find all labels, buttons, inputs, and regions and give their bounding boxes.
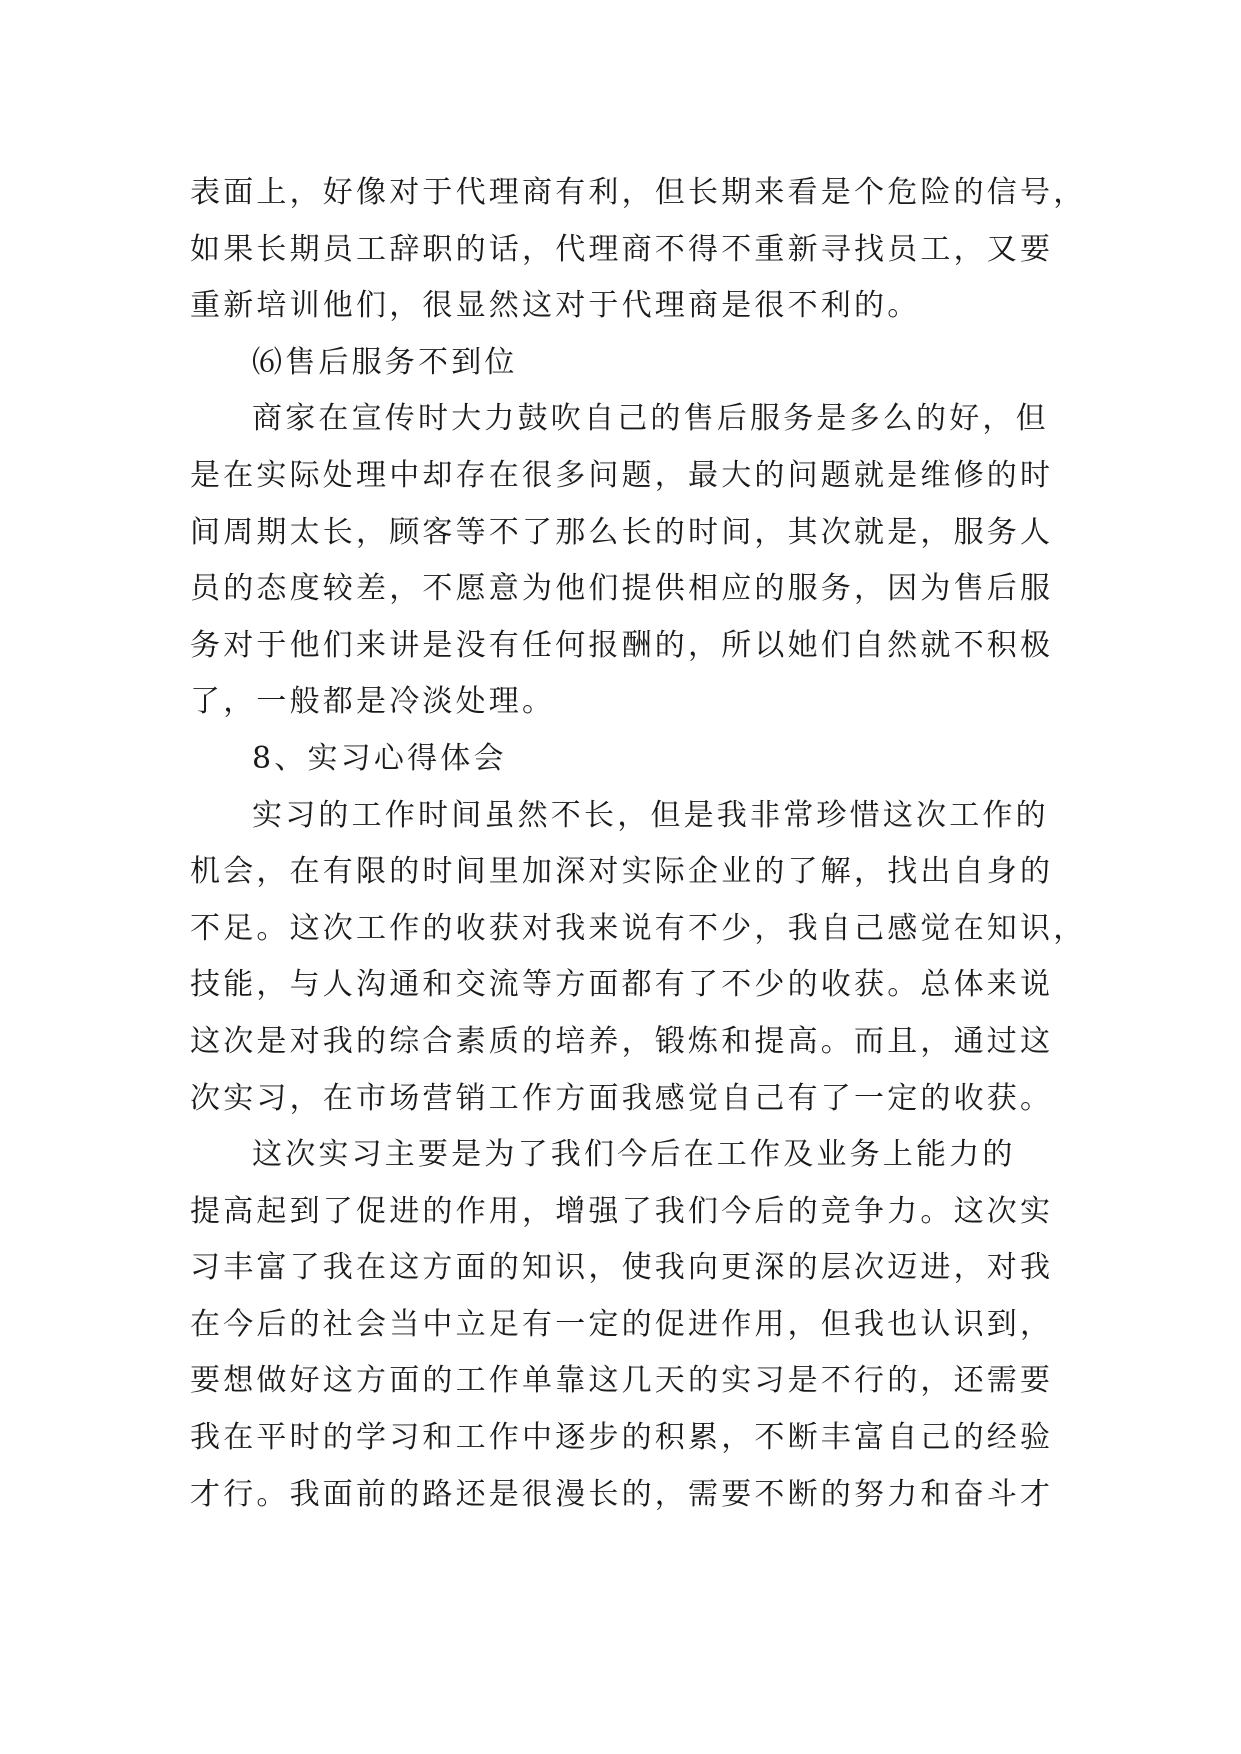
text-line: 务对于他们来讲是没有任何报酬的，所以她们自然就不积极 xyxy=(190,627,1054,663)
text-line: 要想做好这方面的工作单靠这几天的实习是不行的，还需要 xyxy=(190,1363,1054,1399)
text-line: 员的态度较差，不愿意为他们提供相应的服务，因为售后服 xyxy=(190,571,1054,607)
text-line: 提高起到了促进的作用，增强了我们今后的竞争力。这次实 xyxy=(190,1193,1054,1229)
section-heading: 8、实习心得体会 xyxy=(252,740,507,776)
text-line: 如果长期员工辞职的话，代理商不得不重新寻找员工，又要 xyxy=(190,231,1054,267)
text-line: 在今后的社会当中立足有一定的促进作用，但我也认识到， xyxy=(190,1306,1054,1342)
text-line: 了，一般都是冷淡处理。 xyxy=(190,684,556,720)
document-body xyxy=(190,165,1087,1523)
text-line: 是在实际处理中却存在很多问题，最大的问题就是维修的时 xyxy=(190,457,1054,493)
text-line: 不足。这次工作的收获对我来说有不少，我自己感觉在知识， xyxy=(190,910,1087,946)
text-line: 这次实习主要是为了我们今后在工作及业务上能力的 xyxy=(252,1137,1016,1173)
section-heading: ⑹售后服务不到位 xyxy=(252,344,518,380)
text-line: 间周期太长，顾客等不了那么长的时间，其次就是，服务人 xyxy=(190,514,1054,550)
text-line: 表面上，好像对于代理商有利，但长期来看是个危险的信号， xyxy=(190,175,1087,210)
text-line: 次实习，在市场营销工作方面我感觉自己有了一定的收获。 xyxy=(190,1080,1054,1116)
text-line: 才行。我面前的路还是很漫长的，需要不断的努力和奋斗才 xyxy=(190,1476,1054,1512)
text-line: 习丰富了我在这方面的知识，使我向更深的层次迈进，对我 xyxy=(190,1250,1054,1286)
text-line: 重新培训他们，很显然这对于代理商是很不利的。 xyxy=(190,288,921,324)
text-line: 技能，与人沟通和交流等方面都有了不少的收获。总体来说 xyxy=(190,967,1054,1003)
text-line: 机会，在有限的时间里加深对实际企业的了解，找出自身的 xyxy=(190,854,1054,890)
text-line: 这次是对我的综合素质的培养，锻炼和提高。而且，通过这 xyxy=(190,1023,1054,1059)
text-line: 我在平时的学习和工作中逐步的积累，不断丰富自己的经验 xyxy=(190,1420,1054,1456)
text-line: 实习的工作时间虽然不长，但是我非常珍惜这次工作的 xyxy=(252,797,1049,833)
text-line: 商家在宣传时大力鼓吹自己的售后服务是多么的好，但 xyxy=(252,401,1049,437)
